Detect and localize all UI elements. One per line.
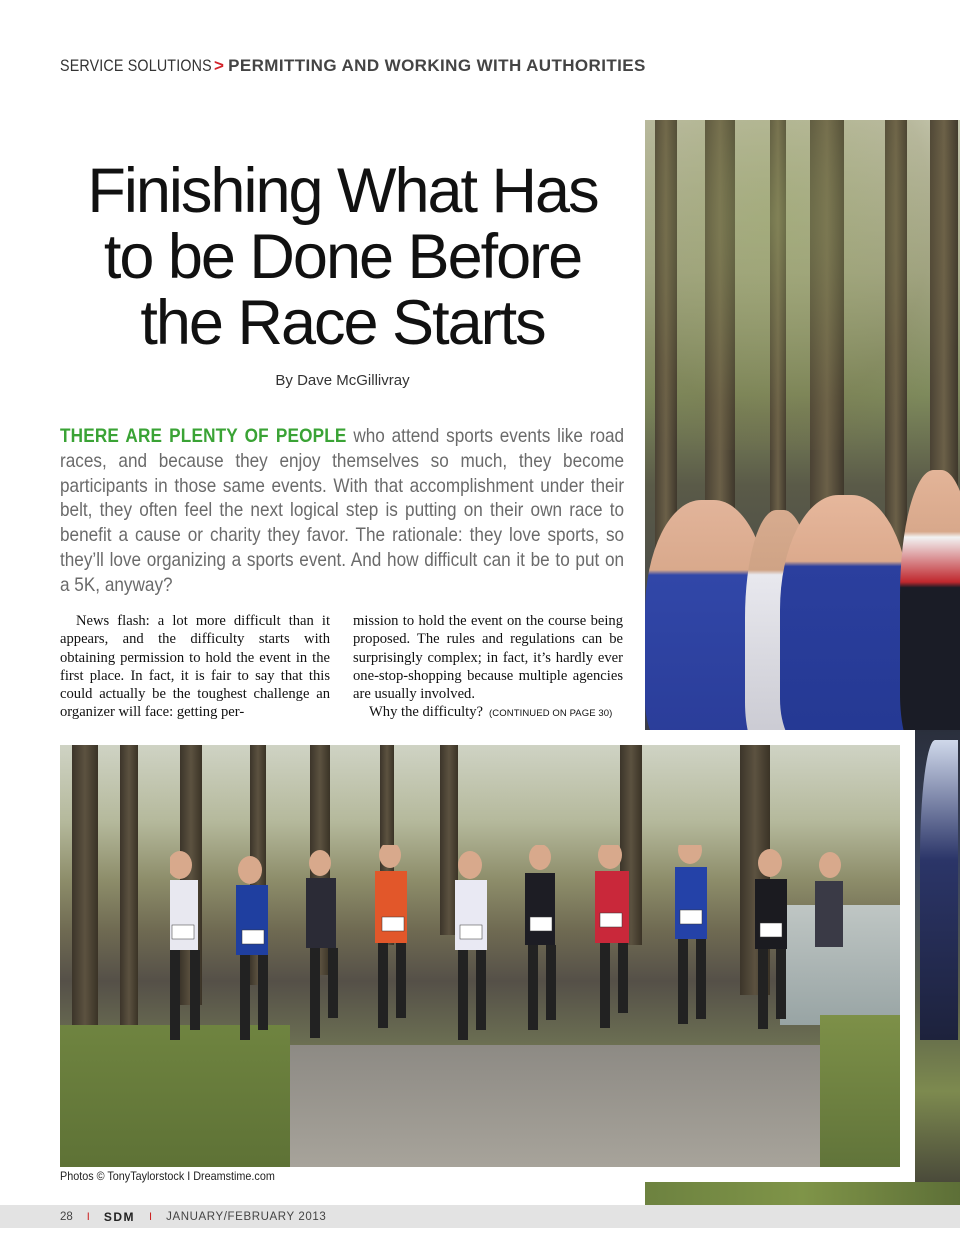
article-byline: By Dave McGillivray: [275, 372, 410, 389]
footer-separator: I: [86, 1211, 90, 1223]
runners-crowd: [170, 845, 870, 1075]
footer-separator: I: [149, 1211, 153, 1223]
section-topic: PERMITTING AND WORKING WITH AUTHORITIES: [228, 56, 646, 75]
race-runners-photo-strip: [915, 730, 960, 1182]
body-paragraph: mission to hold the event on the course being proposed. The rules and regulations can be surprisingly complex; in fact, it’s hardly ever one-stop-shopping because multiple agencies are usually involved.: [353, 613, 623, 703]
body-column-1: [60, 612, 330, 722]
continued-link[interactable]: (CONTINUED ON PAGE 30): [489, 708, 613, 720]
body-paragraph: News flash: a lot more difficult than it appears, and the difficulty starts with obtaining permission to hold the event in the first place. In fact, it is fair to say that this could actually be the toughest challenge an organizer will face: getting per-: [60, 613, 330, 721]
article-title-line1: Finishing What Has: [87, 156, 598, 226]
body-paragraph-last: Why the difficulty?: [369, 704, 484, 721]
issue-date: JANUARY/FEBRUARY 2013: [166, 1211, 327, 1223]
lede-lead-in: THERE ARE PLENTY OF PEOPLE: [60, 425, 347, 447]
race-runners-photo-grass: [645, 1182, 960, 1206]
section-header: [60, 56, 646, 76]
section-separator: >: [214, 56, 225, 75]
race-start-photo: [60, 745, 900, 1167]
article-title: [60, 158, 625, 356]
article-title-line2: to be Done Before: [103, 222, 582, 292]
section-category: SERVICE SOLUTIONS: [60, 56, 212, 75]
photo-credit: Photos © TonyTaylorstock I Dreamstime.com: [60, 1169, 275, 1183]
article-title-line3: the Race Starts: [140, 288, 545, 358]
page-number: 28: [60, 1211, 73, 1223]
lede-text: who attend sports events like road races, and because they enjoy themselves so much, they become participants in those same events. With that accomplishment under their belt, they often feel the next logical step is putting on their own race to benefit a cause or charity they favor. The rationale: they love sports, so they’ll love organizing a sports event. And how difficult can it be to put on a 5K, anyway?: [60, 425, 625, 596]
magazine-brand: SDM: [103, 1210, 136, 1224]
body-column-2: [353, 612, 623, 724]
article-lede: [60, 424, 624, 598]
race-runners-photo: [645, 120, 960, 730]
page-footer: [0, 1205, 960, 1228]
